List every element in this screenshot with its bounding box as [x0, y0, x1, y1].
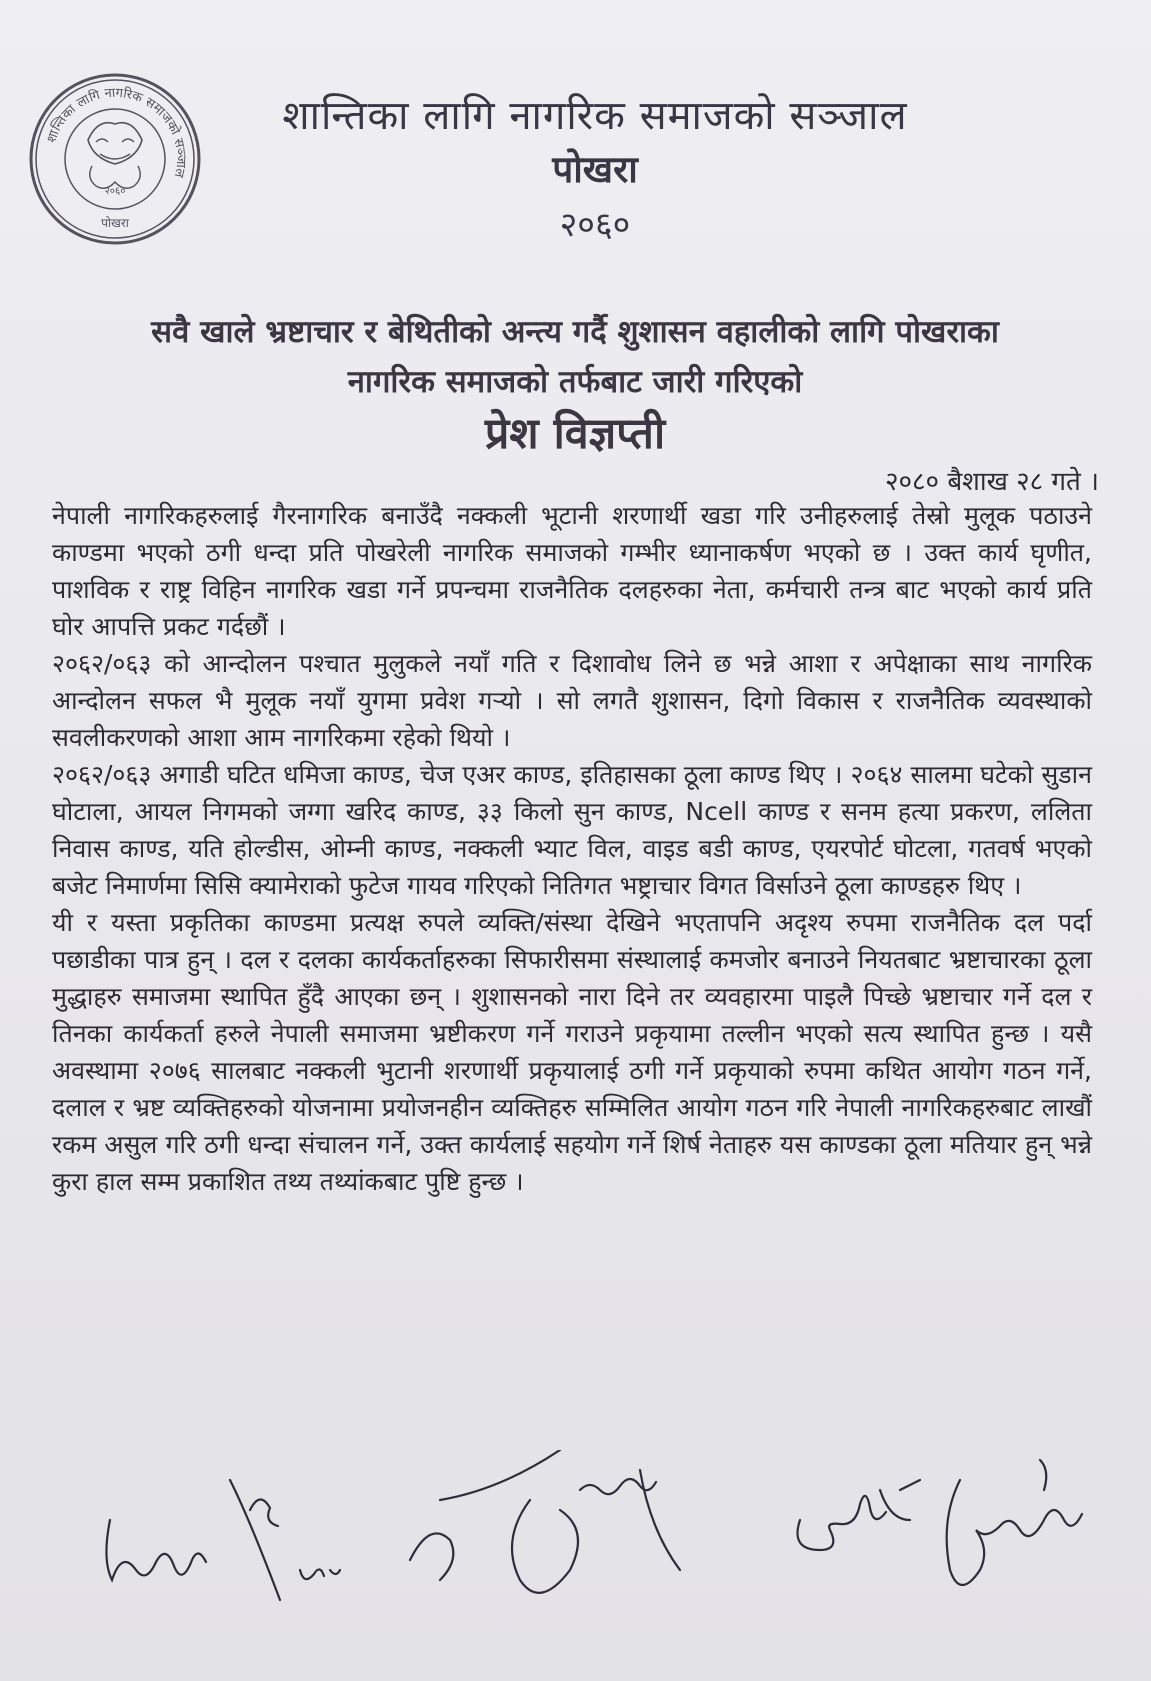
organization-year: २०६०: [559, 205, 631, 245]
body-paragraph: यी र यस्ता प्रकृतिका काण्डमा प्रत्यक्ष रुपले व्यक्ति/संस्था देखिने भएतापनि अदृश्य रुपमा राजनैतिक दल पर्दा पछाडीका पात्र हुन् । दल र दलका कार्यकर्ताहरुका सिफारीसमा संस्थालाई कमजोर बनाउने नियतबाट भ्रष्टाचारका ठूला मुद्धाहरु समाजमा स्थापित हुँदै आएका छन् । शुशासनको नारा दिने तर व्यवहारमा पाइलै पिच्छे भ्रष्टाचार गर्ने दल र तिनका कार्यकर्ता हरुले नेपाली समाजमा भ्रष्टीकरण गर्ने गराउने प्रकृयामा तल्लीन भएको सत्य स्थापित हुन्छ । यसै अवस्थामा २०७६ सालबाट नक्कली भुटानी शरणार्थी प्रकृयालाई ठगी गर्ने प्रकृयाको रुपमा कथित आयोग गठन गर्ने, दलाल र भ्रष्ट व्यक्तिहरुको योजनामा प्रयोजनहीन व्यक्तिहरु सम्मिलित आयोग गठन गरि नेपाली नागरिकहरुबाट लाखौं रकम असुल गरि ठगी धन्दा संचालन गर्ने, उक्त कार्यलाई सहयोग गर्ने शिर्ष नेताहरु यस काण्डका ठूला मतियार हुन् भन्ने कुरा हाल सम्म प्रकाशित तथ्य तथ्यांकबाट पुष्टि हुन्छ ।: [52, 908, 1092, 1196]
document-body: [52, 497, 1092, 1200]
body-paragraph: नेपाली नागरिकहरुलाई गैरनागरिक बनाउँदै नक्कली भूटानी शरणार्थी खडा गरि उनीहरुलाई तेस्रो मुलूक पठाउने काण्डमा भएको ठगी धन्दा प्रति पोखरेली नागरिक समाजको गम्भीर ध्यानाकर्षण भएको छ । उक्त कार्य घृणीत, पाशविक र राष्ट्र विहिन नागरिक खडा गर्ने प्रपन्चमा राजनैतिक दलहरुका नेता, कर्मचारी तन्त्र बाट भएको कार्य प्रति घोर आपत्ति प्रकट गर्दछौं ।: [52, 501, 1092, 641]
signature-5: [947, 1460, 1082, 1585]
organization-name: शान्तिका लागि नागरिक समाजको सञ्जाल: [282, 93, 908, 139]
organization-city: पोखरा: [552, 148, 638, 191]
svg-text:२०६०: २०६०: [104, 186, 126, 197]
document-date: २०८० बैशाख २८ गते ।: [884, 467, 1099, 497]
signature-3: [410, 1450, 680, 1593]
svg-text:शान्तिका लागि नागरिक समाजको सञ: शान्तिका लागि नागरिक समाजको सञ्जाल: [44, 85, 189, 179]
document-title: प्रेश विज्ञप्ती: [484, 409, 666, 459]
signature-1: [106, 1480, 280, 1600]
subject-line-1: सवै खाले भ्रष्टाचार र बेथितीको अन्त्य गर्दै शुशासन वहालीको लागि पोखराका: [151, 314, 999, 350]
svg-text:पोखरा: पोखरा: [101, 216, 129, 230]
body-paragraph: २०६२/०६३ अगाडी घटित धमिजा काण्ड, चेज एअर काण्ड, इतिहासका ठूला काण्ड थिए । २०६४ सालमा घटेको सुडान घोटाला, आयल निगमको जग्गा खरिद काण्ड, ३३ किलो सुन काण्ड, Ncell काण्ड र सनम हत्या प्रकरण, ललिता निवास काण्ड, यति होल्डीस, ओम्नी काण्ड, नक्कली भ्याट विल, वाइड बडी काण्ड, एयरपोर्ट घोटला, गतवर्ष भएको बजेट निमार्णमा सिसि क्यामेराको फुटेज गायव गरिएको नितिगत भष्ट्राचार विगत विर्साउने ठूला काण्डहरु थिए ।: [52, 760, 1092, 900]
signature-4: [798, 1480, 921, 1550]
body-paragraph: २०६२/०६३ को आन्दोलन पश्चात मुलुकले नयाँ गति र दिशावोध लिने छ भन्ने आशा र अपेक्षाका साथ नागरिक आन्दोलन सफल भै मुलूक नयाँ युगमा प्रवेश गर्‍यो । सो लगतै शुशासन, दिगो विकास र राजनैतिक व्यवस्थाको सवलीकरणको आशा आम नागरिकमा रहेको थियो ।: [52, 649, 1092, 752]
subject-line-2: नागरिक समाजको तर्फबाट जारी गरिएको: [347, 364, 803, 400]
signatures-area: [0, 1450, 1151, 1681]
organization-seal: [26, 70, 204, 248]
signature-2: [300, 1569, 340, 1579]
